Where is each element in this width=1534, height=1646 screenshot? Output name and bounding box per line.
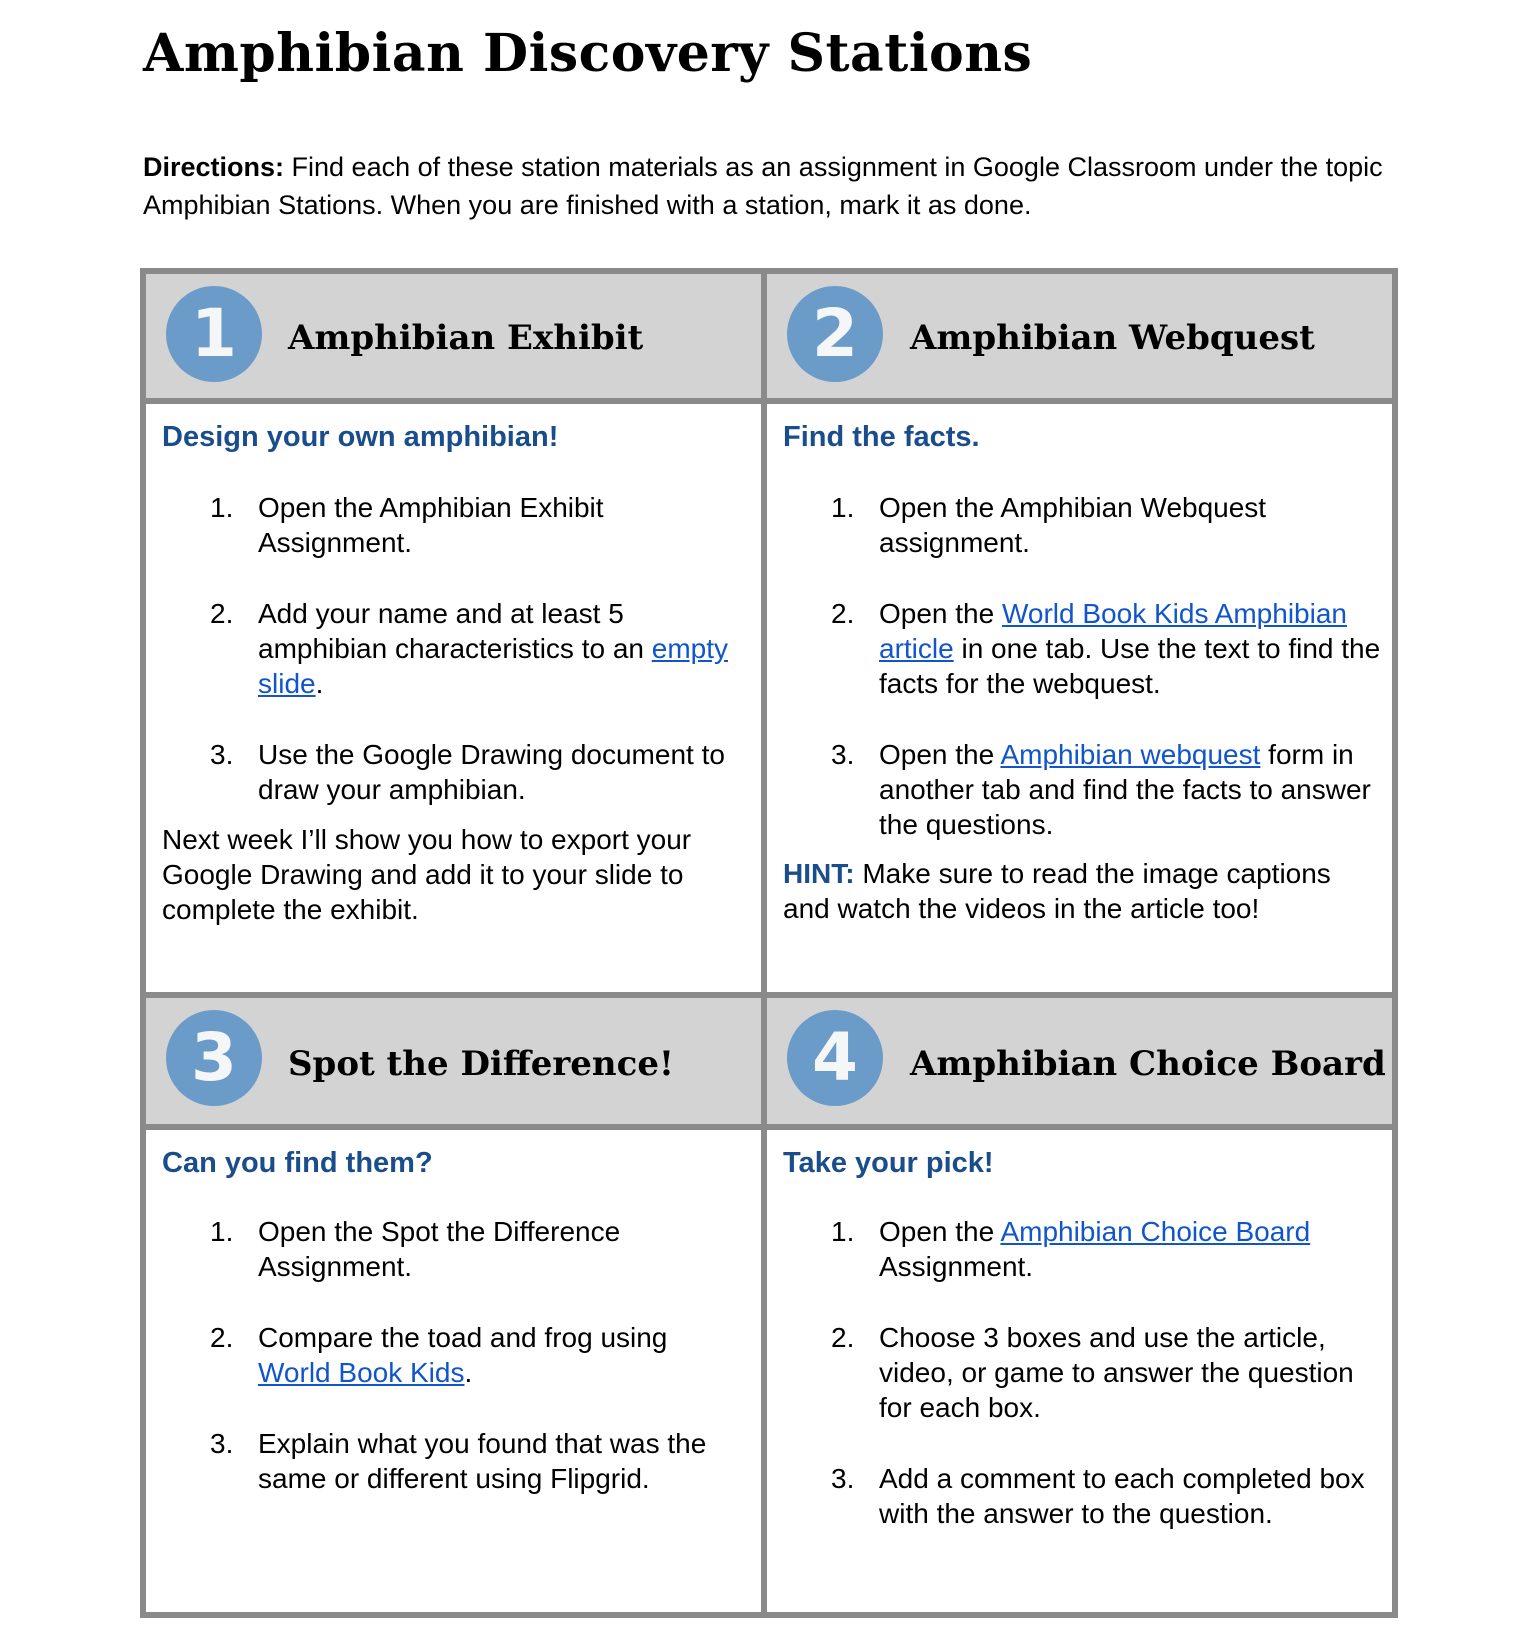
list-item: 1. Open the Spot the Difference Assignment. <box>210 1216 621 1282</box>
list-item: 3. Use the Google Drawing document to draw your amphibian. <box>210 739 725 805</box>
directions-text: Find each of these station materials as an assignment in Google Classroom under the topic Amphibian Stations. When you are finished with a station, mark it as done. <box>143 152 1383 220</box>
page-title: Amphibian Discovery Stations <box>143 23 1033 84</box>
station-4-subhead: Take your pick! <box>783 1147 994 1179</box>
station-4-body <box>767 1130 1392 1612</box>
station-3-body <box>146 1130 761 1612</box>
station-2-steps <box>783 490 1383 878</box>
stations-table <box>140 268 1398 1618</box>
list-item: 3. Explain what you found that was the same or different using Flipgrid. <box>210 1428 707 1494</box>
number-2-circle-icon: 2 <box>787 286 883 382</box>
world-book-kids-link[interactable]: World Book Kids <box>258 1357 465 1388</box>
list-item: 2. Open the World Book Kids Amphibian article in one tab. Use the text to find the facts for the webquest. <box>831 598 1381 699</box>
amphibian-webquest-link[interactable]: Amphibian webquest <box>1000 739 1261 770</box>
directions-paragraph <box>143 148 1403 224</box>
station-2-subhead: Find the facts. <box>783 421 980 453</box>
station-3-subhead: Can you find them? <box>162 1147 433 1179</box>
station-4-title: Amphibian Choice Board <box>910 1044 1386 1084</box>
world-book-kids-amphibian-article-link[interactable]: World Book Kids Amphibian article <box>879 598 1347 664</box>
station-1-body <box>146 404 761 992</box>
hint-label: HINT: <box>783 858 855 889</box>
station-4-header <box>767 998 1392 1124</box>
number-4-circle-icon: 4 <box>787 1010 883 1106</box>
list-item: 3. Open the Amphibian webquest form in another tab and find the facts to answer the questions. <box>831 739 1371 840</box>
station-3-title: Spot the Difference! <box>288 1044 674 1084</box>
empty-slide-link[interactable]: empty slide <box>258 633 728 699</box>
list-item: 3. Add a comment to each completed box with the answer to the question. <box>831 1463 1365 1529</box>
list-item: 1. Open the Amphibian Exhibit Assignment. <box>210 492 604 558</box>
list-item: 2. Choose 3 boxes and use the article, video, or game to answer the question for each box. <box>831 1322 1354 1423</box>
station-3-steps <box>162 1214 747 1532</box>
amphibian-choice-board-link[interactable]: Amphibian Choice Board <box>1000 1216 1311 1247</box>
station-2-hint: HINT: Make sure to read the image captions and watch the videos in the article too! <box>783 858 1331 924</box>
station-1-header <box>146 274 761 398</box>
number-1-circle-icon: 1 <box>166 286 262 382</box>
station-1-subhead: Design your own amphibian! <box>162 421 559 453</box>
list-item: 2. Compare the toad and frog using World Book Kids. <box>210 1322 668 1388</box>
number-3-circle-icon: 3 <box>166 1010 262 1106</box>
directions-label: Directions: <box>143 152 285 182</box>
station-1-note: Next week I’ll show you how to export your Google Drawing and add it to your slide to complete the exhibit. <box>162 824 692 925</box>
list-item: 1. Open the Amphibian Webquest assignment. <box>831 492 1267 558</box>
list-item: 1. Open the Amphibian Choice Board Assignment. <box>831 1216 1311 1282</box>
station-4-steps <box>783 1214 1373 1567</box>
station-1-title: Amphibian Exhibit <box>288 318 644 358</box>
station-3-header <box>146 998 761 1124</box>
station-2-title: Amphibian Webquest <box>910 318 1315 358</box>
station-2-body <box>767 404 1392 992</box>
list-item: 2. Add your name and at least 5 amphibian characteristics to an empty slide. <box>210 598 728 699</box>
station-1-steps <box>162 490 747 843</box>
station-2-header <box>767 274 1392 398</box>
